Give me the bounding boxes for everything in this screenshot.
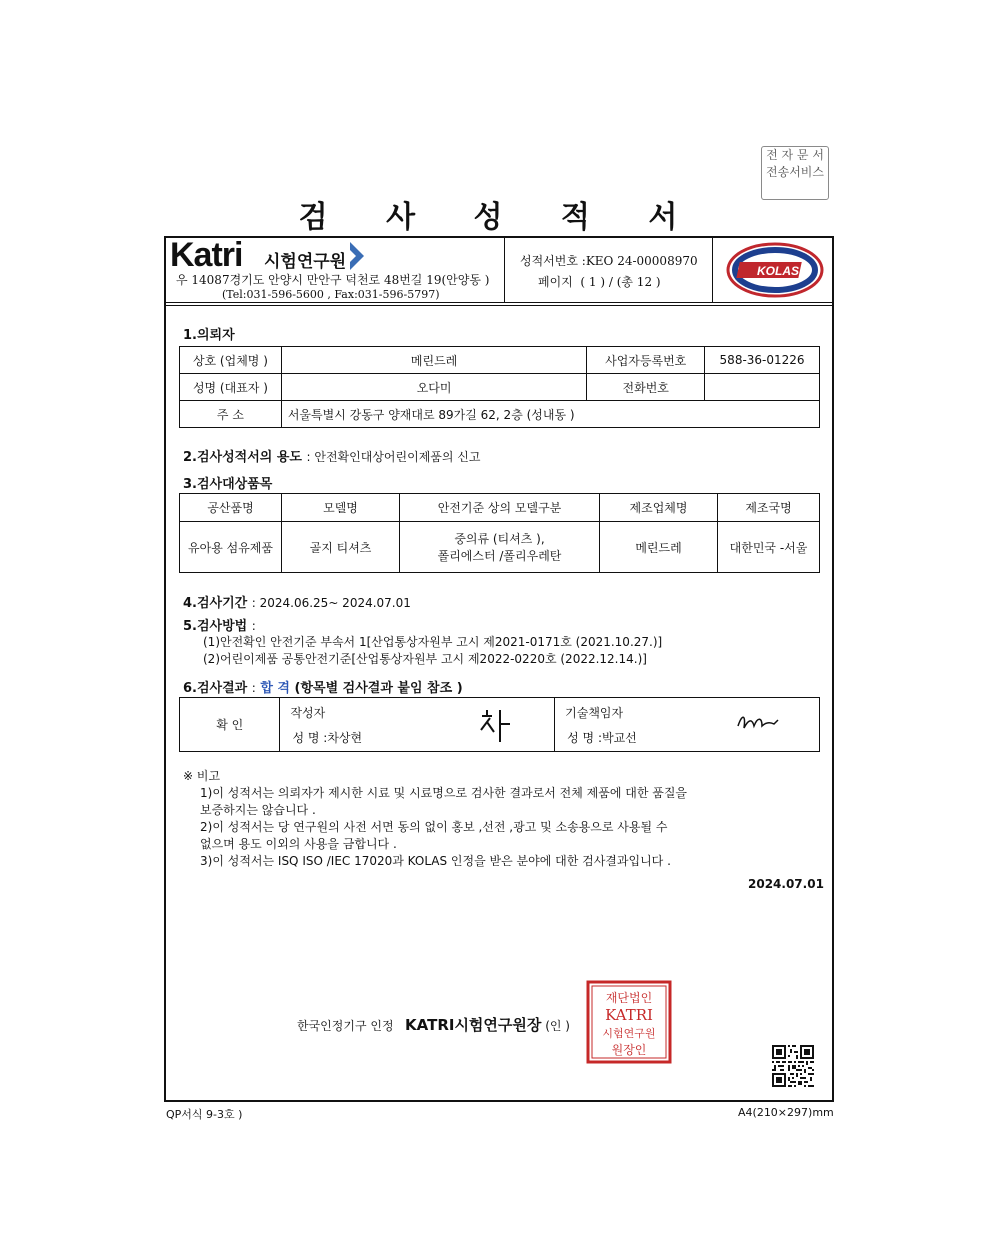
- cell-class-line2: 폴리에스터 /폴리우레탄: [437, 549, 562, 563]
- certificate-number: [520, 252, 698, 269]
- client-value-address: 서울특별시 강동구 양재대로 89가길 62, 2층 (성내동 ): [281, 401, 819, 428]
- tech-name: 성 명 :박교선: [567, 731, 637, 745]
- cell-maker: 메린드레: [600, 522, 718, 573]
- issuer-name: KATRI시험연구원장: [405, 1016, 542, 1034]
- client-table: [179, 346, 820, 428]
- section-method: [183, 615, 256, 634]
- method-line-2: (2)어린이제품 공통안전기준[산업통상자원부 고시 제2022-0220호 (2022.12.14.)]: [203, 652, 647, 666]
- remarks-heading: ※ 비고: [183, 769, 221, 783]
- footer-form-code: QP서식 9-3호 ): [166, 1108, 243, 1121]
- logo-arrow-inner: [346, 246, 356, 266]
- issue-date: 2024.07.01: [748, 877, 824, 891]
- page-indicator: [538, 273, 661, 290]
- result-note: (항목별 검사결과 붙임 참조 ): [294, 681, 463, 696]
- remark-line-5: 3)이 성적서는 ISQ ISO /IEC 17020과 KOLAS 인정을 받은 분야에 대한 검사결과입니다 .: [200, 854, 671, 868]
- footer-paper-size: A4(210×297)mm: [738, 1106, 834, 1119]
- client-value-phone: [705, 374, 820, 401]
- kolas-logo-icon: [726, 242, 824, 298]
- col-product: 공산품명: [180, 494, 282, 522]
- method-colon: :: [251, 619, 256, 633]
- section-result: [183, 677, 463, 696]
- method-line-1: (1)안전확인 안전기준 부속서 1[산업통상자원부 고시 제2021-0171호 (2021.10.27.)]: [203, 635, 663, 649]
- page-value: ( 1 ) / (총 12 ): [580, 275, 661, 289]
- client-label-phone: 전화번호: [587, 374, 705, 401]
- tech-signature-icon: [736, 712, 780, 734]
- section-period: [183, 592, 411, 611]
- client-value-rep: 오다미: [281, 374, 586, 401]
- issuer-prefix: 한국인정기구 인정: [297, 1019, 394, 1033]
- cert-number-label: 성적서번호 :: [520, 254, 586, 268]
- cell-model: 골지 티셔츠: [282, 522, 400, 573]
- seal-line1: 재단법인: [605, 991, 653, 1005]
- col-country: 제조국명: [718, 494, 820, 522]
- header-divider: [166, 302, 832, 303]
- table-row: [180, 522, 820, 573]
- result-pass: 합 격: [260, 681, 290, 696]
- tech-label: 기술책임자: [565, 706, 624, 720]
- table-row: [180, 347, 820, 374]
- writer-signature-icon: [478, 706, 514, 744]
- official-seal-icon: [586, 980, 672, 1064]
- kolas-text: KOLAS: [757, 264, 799, 278]
- seal-line3: 시험연구원: [602, 1027, 656, 1040]
- confirm-label: 확 인: [180, 698, 280, 752]
- method-list: [203, 634, 662, 668]
- section-purpose: [183, 446, 480, 465]
- col-maker: 제조업체명: [600, 494, 718, 522]
- period-value: : 2024.06.25~ 2024.07.01: [251, 596, 411, 610]
- cell-product: 유아용 섬유제품: [180, 522, 282, 573]
- seal-line2: KATRI: [605, 1006, 653, 1024]
- stamp-line2: 전송서비스: [766, 165, 824, 179]
- header-divider-double: [166, 305, 832, 306]
- client-label-regno: 사업자등록번호: [587, 347, 705, 374]
- cell-class-line1: 중의류 (티셔츠 ),: [454, 532, 545, 546]
- issuer-seal-mark: (인 ): [545, 1019, 570, 1033]
- result-colon: :: [251, 681, 256, 695]
- col-model: 모델명: [282, 494, 400, 522]
- remarks: [183, 768, 687, 870]
- client-label-address: 주 소: [180, 401, 282, 428]
- header-contact: (Tel:031-596-5600 , Fax:031-596-5797): [222, 288, 440, 301]
- section-client-heading: 1.의뢰자: [183, 328, 235, 343]
- writer-label: 작성자: [290, 706, 326, 720]
- cell-country: 대한민국 -서울: [718, 522, 820, 573]
- remark-line-2: 보증하지는 않습니다 .: [200, 803, 316, 817]
- period-heading: 4.검사기간: [183, 596, 248, 611]
- writer-name: 성 명 :차상현: [292, 731, 363, 745]
- page-label: 페이지: [538, 275, 573, 289]
- qr-code-icon: [772, 1045, 814, 1087]
- document-title: 검 사 성 적 서: [298, 200, 702, 235]
- logo-text-ko: 시험연구원: [264, 252, 347, 272]
- client-label-rep: 성명 (대표자 ): [180, 374, 282, 401]
- section-items-heading: 3.검사대상품목: [183, 477, 273, 492]
- remark-line-4: 없으며 용도 이외의 사용을 금합니다 .: [200, 837, 397, 851]
- header-address: 우 14087경기도 안양시 만안구 덕천로 48번길 19(안양동 ): [176, 273, 490, 287]
- purpose-heading: 2.검사성적서의 용도: [183, 450, 302, 465]
- logo-text-en: Katri: [170, 236, 243, 274]
- table-row: [180, 494, 820, 522]
- issuer-line: [297, 1014, 570, 1035]
- cell-class: [400, 522, 600, 573]
- col-class: 안전기준 상의 모델구분: [400, 494, 600, 522]
- header-middle-cell: [505, 238, 713, 302]
- method-heading: 5.검사방법: [183, 619, 248, 634]
- table-row: [180, 374, 820, 401]
- cert-number-value: KEO 24-00008970: [585, 254, 698, 268]
- remark-line-3: 2)이 성적서는 당 연구원의 사전 서면 동의 없이 홍보 ,선전 ,광고 및 소송용으로 사용될 수: [200, 820, 668, 834]
- table-row: [180, 401, 820, 428]
- client-value-name: 메린드레: [281, 347, 586, 374]
- result-heading: 6.검사결과: [183, 681, 248, 696]
- remark-line-1: 1)이 성적서는 의뢰자가 제시한 시료 및 시료명으로 검사한 결과로서 전체 제품에 대한 품질을: [200, 786, 687, 800]
- seal-line4: 원장인: [611, 1043, 647, 1057]
- purpose-value: : 안전확인대상어린이제품의 신고: [306, 450, 481, 464]
- client-label-name: 상호 (업체명 ): [180, 347, 282, 374]
- items-table: [179, 493, 820, 573]
- client-value-regno: 588-36-01226: [705, 347, 820, 374]
- stamp-line1: 전 자 문 서: [766, 148, 824, 162]
